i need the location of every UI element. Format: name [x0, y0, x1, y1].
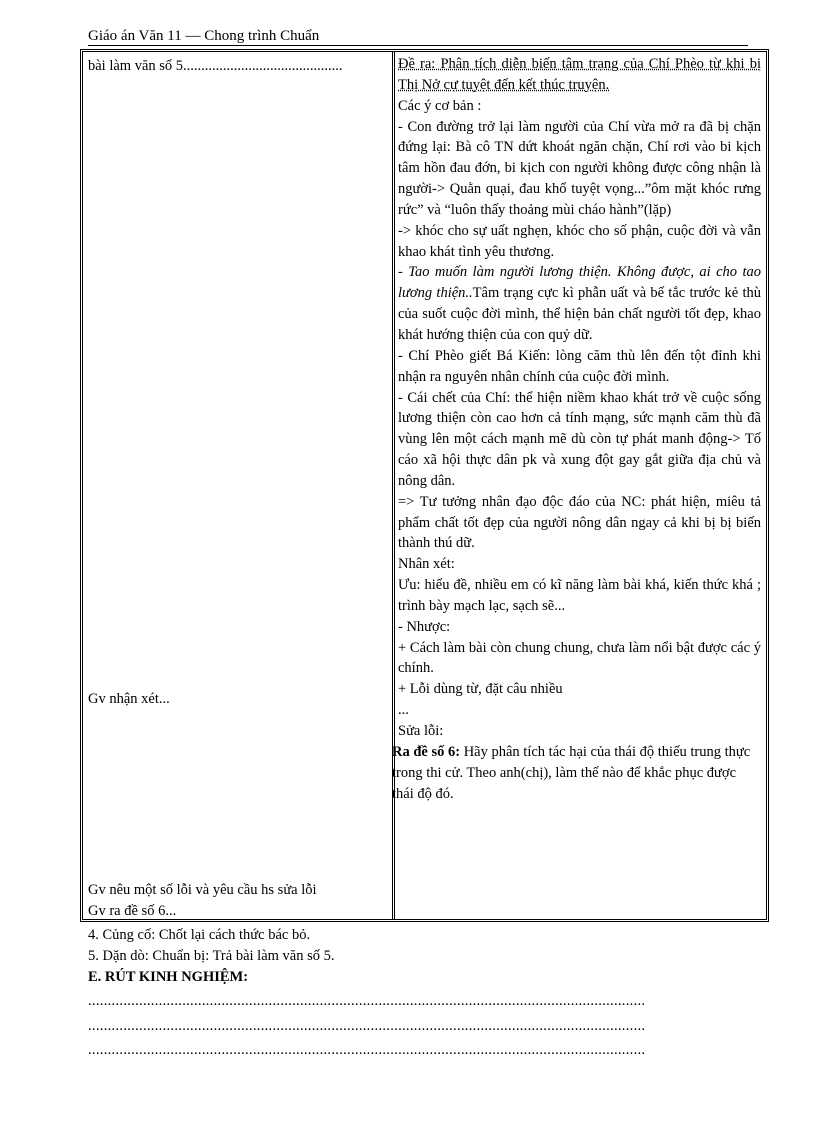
strengths: Ưu: hiểu đề, nhiều em có kĩ năng làm bài khá, kiến thức khá ; trình bày mạch lạc, sạch sẽ... [398, 577, 761, 614]
dotted-line-2: .............................................................................................................................................. [88, 1018, 646, 1034]
weaknesses-heading: - Nhược: [398, 618, 451, 635]
fix-errors-heading: Sửa lỗi: [398, 723, 444, 739]
left-row-essay: bài làm văn số 5............................................ [88, 58, 343, 74]
idea-1-cont: -> khóc cho sự uất nghẹn, khóc cho số phận, cuộc đời và vẫn khao khát tình yêu thương. [398, 222, 761, 260]
idea-1: - Con đường trở lại làm người của Chí vừa mở ra đã bị chặn đứng lại: Bà cô TN dứt khoát ngăn chặn, Chí rơi vào bi kịch tâm hồn đau đớn, bi kịch con người không được công nhận là người-> Quằn quại, đau khổ tuyệt vọng...”ôm mặt khóc rưng rức” và “luôn thấy thoảng mùi cháo hành”(lặp) [398, 118, 761, 218]
left-row-teacher-comment: Gv nhận xét... [88, 691, 170, 707]
idea-2 [398, 262, 761, 345]
new-topic-text: Hãy phân tích tác hại của thái độ thiếu trung thực trong thi cử. Theo anh(chị), làm thế nào để khắc phục được thái độ đó. [392, 743, 751, 802]
consolidation-line: 4. Củng cố: Chốt lại cách thức bác bỏ. [88, 927, 311, 943]
homework-line: 5. Dặn dò: Chuẩn bị: Trả bài làm văn số 5. [88, 948, 335, 964]
idea-3: - Chí Phèo giết Bá Kiến: lòng căm thù lên đến tột đỉnh khi nhận ra nguyên nhân chính của cuộc đời mình. [398, 347, 761, 385]
idea-4: - Cái chết của Chí: thể hiện niềm khao khát trở về cuộc sống lương thiện còn cao hơn cả tính mạng, sức mạnh căm thù đã vùng lên một cách mạnh mẽ dù còn tự phát manh động-> Tố cáo xã hội thực dân pk và xung đột gay gắt giữa địa chủ và nông dân. [398, 389, 761, 489]
new-topic [392, 742, 761, 805]
topic-paragraph: Đề ra: Phân tích diễn biến tâm trạng của Chí Phèo từ khi bị Thị Nở cự tuyệt đến kết thúc truyện. [398, 56, 761, 93]
page-header [88, 27, 748, 46]
idea-2-quote: - Tao muốn làm người lương thiện. Không được, ai cho tao lương thiện.. [398, 264, 761, 302]
dotted-line-1: .............................................................................................................................................. [88, 993, 646, 1009]
left-row-new-topic: Gv ra đề số 6... [88, 903, 177, 919]
dotted-line-3: .............................................................................................................................................. [88, 1042, 646, 1058]
main-ideas-heading: Các ý cơ bản : [398, 97, 482, 114]
lesson-table [80, 49, 769, 922]
idea-5: => Tư tưởng nhân đạo độc đáo của NC: phát hiện, miêu tả phẩm chất tốt đẹp của người nông dân ngay cả khi bị bị biến thành thú dữ. [398, 493, 761, 552]
comment-heading: Nhân xét: [398, 556, 455, 573]
weakness-2: + Lỗi dùng từ, đặt câu nhiều [398, 681, 563, 698]
left-row-errors: Gv nêu một số lỗi và yêu cầu hs sửa lỗi [88, 882, 317, 898]
experience-heading: E. RÚT KINH NGHIỆM: [88, 969, 249, 985]
ellipsis: ... [398, 702, 409, 719]
weakness-1: + Cách làm bài còn chung chung, chưa làm nổi bật được các ý chính. [398, 639, 761, 677]
new-topic-label: Ra đề số 6: [392, 743, 461, 760]
header-title: Giáo án Văn 11 — Chong trình Chuẩn [88, 28, 320, 44]
idea-2-text: Tâm trạng cực kì phẫn uất và bế tắc trước kẻ thù của suốt cuộc đời mình, thể hiện bản chất người tốt đẹp, khao khát hướng thiện của con quỷ dữ. [398, 285, 761, 343]
right-column-content [392, 54, 761, 804]
